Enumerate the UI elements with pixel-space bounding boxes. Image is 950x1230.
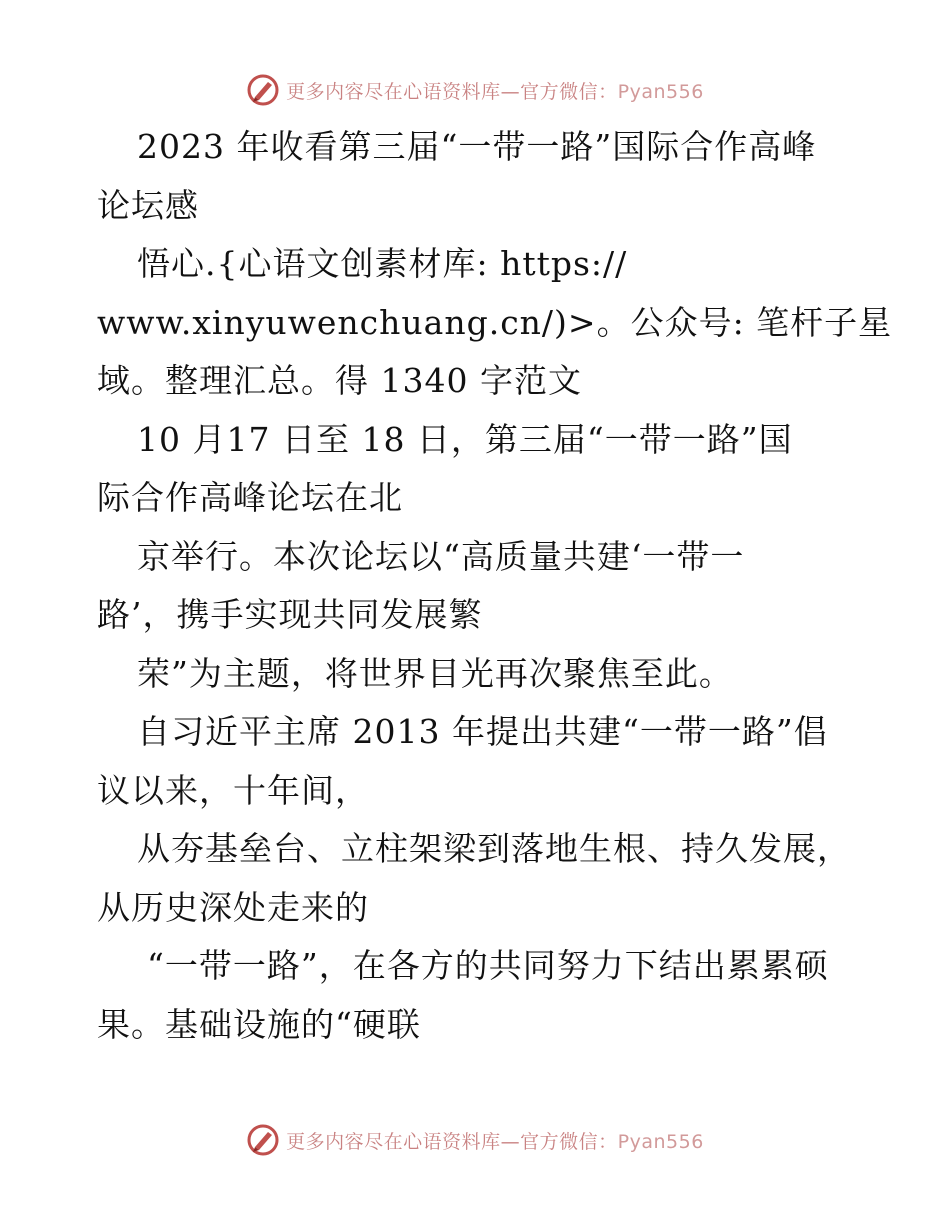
text-line: 从夯基垒台、立柱架梁到落地生根、持久发展，	[137, 829, 851, 868]
red-circle-pen-logo-icon	[246, 73, 280, 107]
text-line: 际合作高峰论坛在北	[97, 478, 403, 517]
text-line: 悟心.{心语文创素材库: https://	[137, 244, 628, 283]
text-line: 荣”为主题，将世界目光再次聚焦至此。	[137, 653, 733, 693]
text-line: “一带一路”，在各方的共同努力下结出累累硕	[147, 946, 829, 985]
text-line: www.xinyuwenchuang.cn/)>。公众号: 笔杆子星	[97, 302, 893, 342]
wechat-id: Pyan556	[617, 1130, 704, 1153]
banner-text: 更多内容尽在心语资料库—官方微信：Pyan556	[286, 80, 704, 103]
text-line: 从历史深处走来的	[97, 887, 369, 927]
text-line: 2023 年收看第三届“一带一路”国际合作高峰	[137, 127, 817, 166]
text-line: 京举行。本次论坛以“高质量共建‘一带一	[137, 536, 745, 576]
wechat-id: Pyan556	[617, 80, 704, 103]
text-line: 议以来，十年间，	[97, 770, 369, 810]
text-line: 域。整理汇总。得 1340 字范文	[97, 361, 582, 400]
banner-text: 更多内容尽在心语资料库—官方微信：Pyan556	[286, 1130, 704, 1153]
document-body	[97, 118, 893, 1054]
text-line: 果。基础设施的“硬联	[97, 1004, 421, 1044]
text-line: 论坛感	[97, 185, 199, 225]
header-banner	[0, 70, 950, 110]
text-line: 路’，携手实现共同发展繁	[97, 595, 483, 634]
text-line: 10 月17 日至 18 日，第三届“一带一路”国	[137, 419, 793, 459]
text-line: 自习近平主席 2013 年提出共建“一带一路”倡	[137, 712, 828, 751]
red-circle-pen-logo-icon	[246, 1123, 280, 1157]
footer-banner	[0, 1120, 950, 1160]
